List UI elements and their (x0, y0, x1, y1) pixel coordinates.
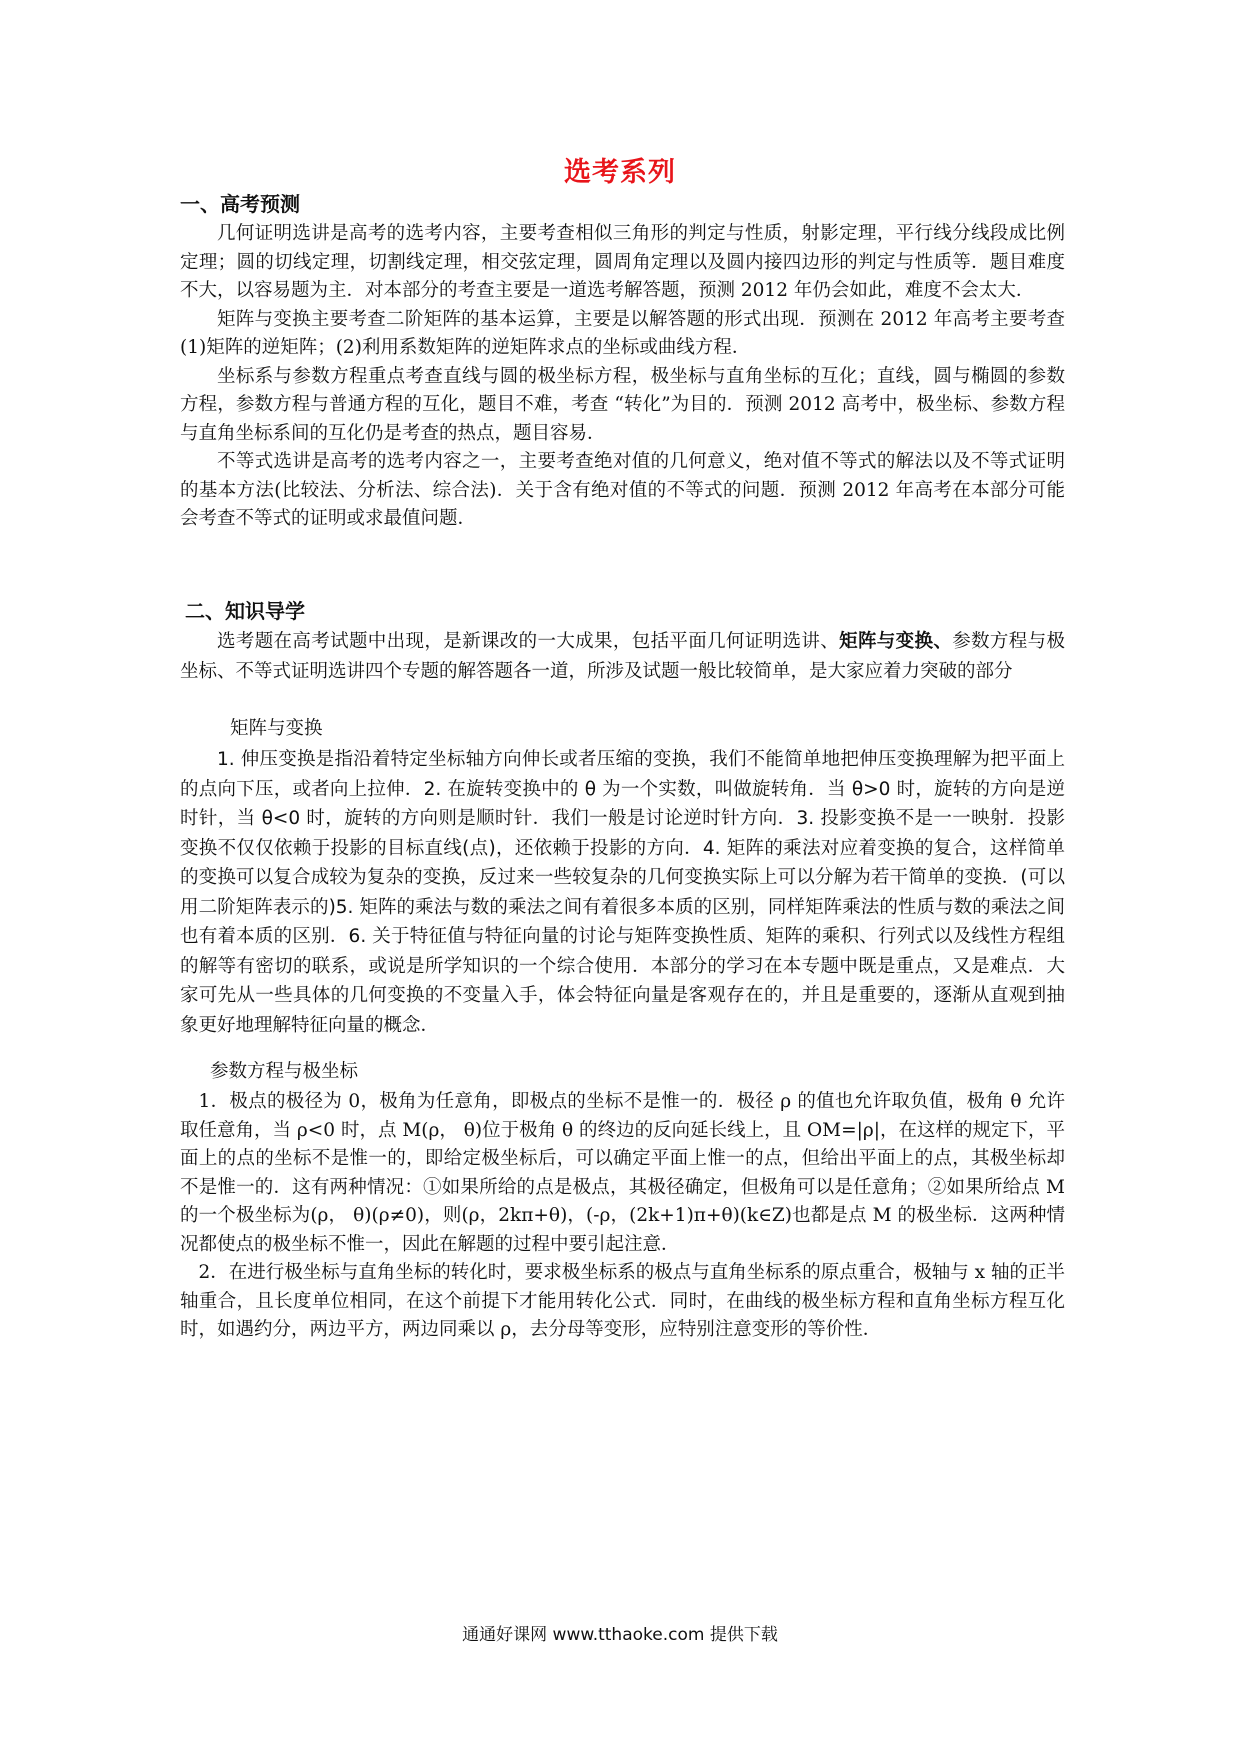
page-footer: 通通好课网 www.tthaoke.com 提供下载 (462, 1625, 778, 1645)
subheading-matrix: 矩阵与变换 (230, 718, 323, 739)
forecast-body (180, 220, 1065, 534)
subheading-polar: 参数方程与极坐标 (210, 1061, 359, 1082)
forecast-paragraph-inequality: 不等式选讲是高考的选考内容之一，主要考查绝对值的几何意义，绝对值不等式的解法以及不等式证明的基本方法(比较法、分析法、综合法)．关于含有绝对值的不等式的问题．预测 2012 年高考在本部分可能会考查不等式的证明或求最值问题． (180, 451, 1065, 529)
section-heading-forecast: 一、高考预测 (180, 192, 300, 216)
forecast-paragraph-matrix: 矩阵与变换主要考查二阶矩阵的基本运算，主要是以解答题的形式出现．预测在 2012 年高考主要考查(1)矩阵的逆矩阵；(2)利用系数矩阵的逆矩阵求点的坐标或曲线方程． (180, 308, 1065, 358)
intro-text-before: 选考题在高考试题中出现，是新课改的一大成果，包括平面几何证明选讲、 (217, 631, 840, 652)
intro-text-after: 参数方程与极坐标、不等式证明选讲四个专题的解答题各一道，所涉及试题一般比较简单，是大家应着力突破的部分 (180, 631, 1065, 682)
document-title: 选考系列 (564, 157, 676, 188)
polar-paragraph-2: 2．在进行极坐标与直角坐标的转化时，要求极坐标系的极点与直角坐标系的原点重合，极轴与 x 轴的正半轴重合，且长度单位相同，在这个前提下才能用转化公式．同时，在曲线的极坐标方程和直角坐标方程互化时，如遇约分，两边平方，两边同乘以 ρ，去分母等变形，应特别注意变形的等价性． (180, 1262, 1065, 1340)
forecast-paragraph-polar: 坐标系与参数方程重点考查直线与圆的极坐标方程，极坐标与直角坐标的互化；直线，圆与椭圆的参数方程，参数方程与普通方程的互化，题目不难，考查 “转化”为目的．预测 2012 高考中，极坐标、参数方程与直角坐标系间的互化仍是考查的热点，题目容易． (180, 365, 1065, 444)
polar-paragraph-1: 1．极点的极径为 0，极角为任意角，即极点的坐标不是惟一的．极径 ρ 的值也允许取负值，极角 θ 允许取任意角，当 ρ<0 时，点 M(ρ， θ)位于极角 θ 的终边的反向延长线上，且 OM=|ρ|，在这样的规定下，平面上的点的坐标不是惟一的，即给定极坐标后，可以确定平面上惟一的点，但给出平面上的点，其极坐标却不是惟一的．这有两种情况：①如果所给的点是极点，其极径确定，但极角可以是任意角；②如果所给点 M 的一个极坐标为(ρ， θ)(ρ≠0)，则(ρ，2kπ+θ)，(-ρ，(2k+1)π+θ)(k∈Z)也都是点 M 的极坐标．这两种情况都使点的极坐标不惟一，因此在解题的过程中要引起注意． (180, 1091, 1065, 1255)
knowledge-intro (180, 627, 1065, 686)
polar-body (180, 1088, 1065, 1345)
matrix-paragraph: 1. 伸压变换是指沿着特定坐标轴方向伸长或者压缩的变换，我们不能简单地把伸压变换理解为把平面上的点向下压，或者向上拉伸．2. 在旋转变换中的 θ 为一个实数，叫做旋转角．当 θ>0 时，旋转的方向是逆时针，当 θ<0 时，旋转的方向则是顺时针．我们一般是讨论逆时针方向．3. 投影变换不是一一映射．投影变换不仅仅依赖于投影的目标直线(点)，还依赖于投影的方向．4. 矩阵的乘法对应着变换的复合，这样简单的变换可以复合成较为复杂的变换，反过来一些较复杂的几何变换实际上可以分解为若干简单的变换．(可以用二阶矩阵表示的)5. 矩阵的乘法与数的乘法之间有着很多本质的区别，同样矩阵乘法的性质与数的乘法之间也有着本质的区别．6. 关于特征值与特征向量的讨论与矩阵变换性质、矩阵的乘积、行列式以及线性方程组的解等有密切的联系，或说是所学知识的一个综合使用．本部分的学习在本专题中既是重点，又是难点．大家可先从一些具体的几何变换的不变量入手，体会特征向量是客观存在的，并且是重要的，逐渐从直观到抽象更好地理解特征向量的概念． (180, 749, 1065, 1036)
section-heading-knowledge: 二、知识导学 (185, 599, 305, 623)
intro-text-bold: 矩阵与变换、 (839, 631, 953, 652)
knowledge-intro-paragraph (180, 627, 1065, 686)
forecast-paragraph-geometry: 几何证明选讲是高考的选考内容，主要考查相似三角形的判定与性质，射影定理，平行线分线段成比例定理；圆的切线定理，切割线定理，相交弦定理，圆周角定理以及圆内接四边形的判定与性质等．题目难度不大，以容易题为主．对本部分的考查主要是一道选考解答题，预测 2012 年仍会如此，难度不会太大． (180, 223, 1065, 301)
matrix-body (180, 745, 1065, 1040)
